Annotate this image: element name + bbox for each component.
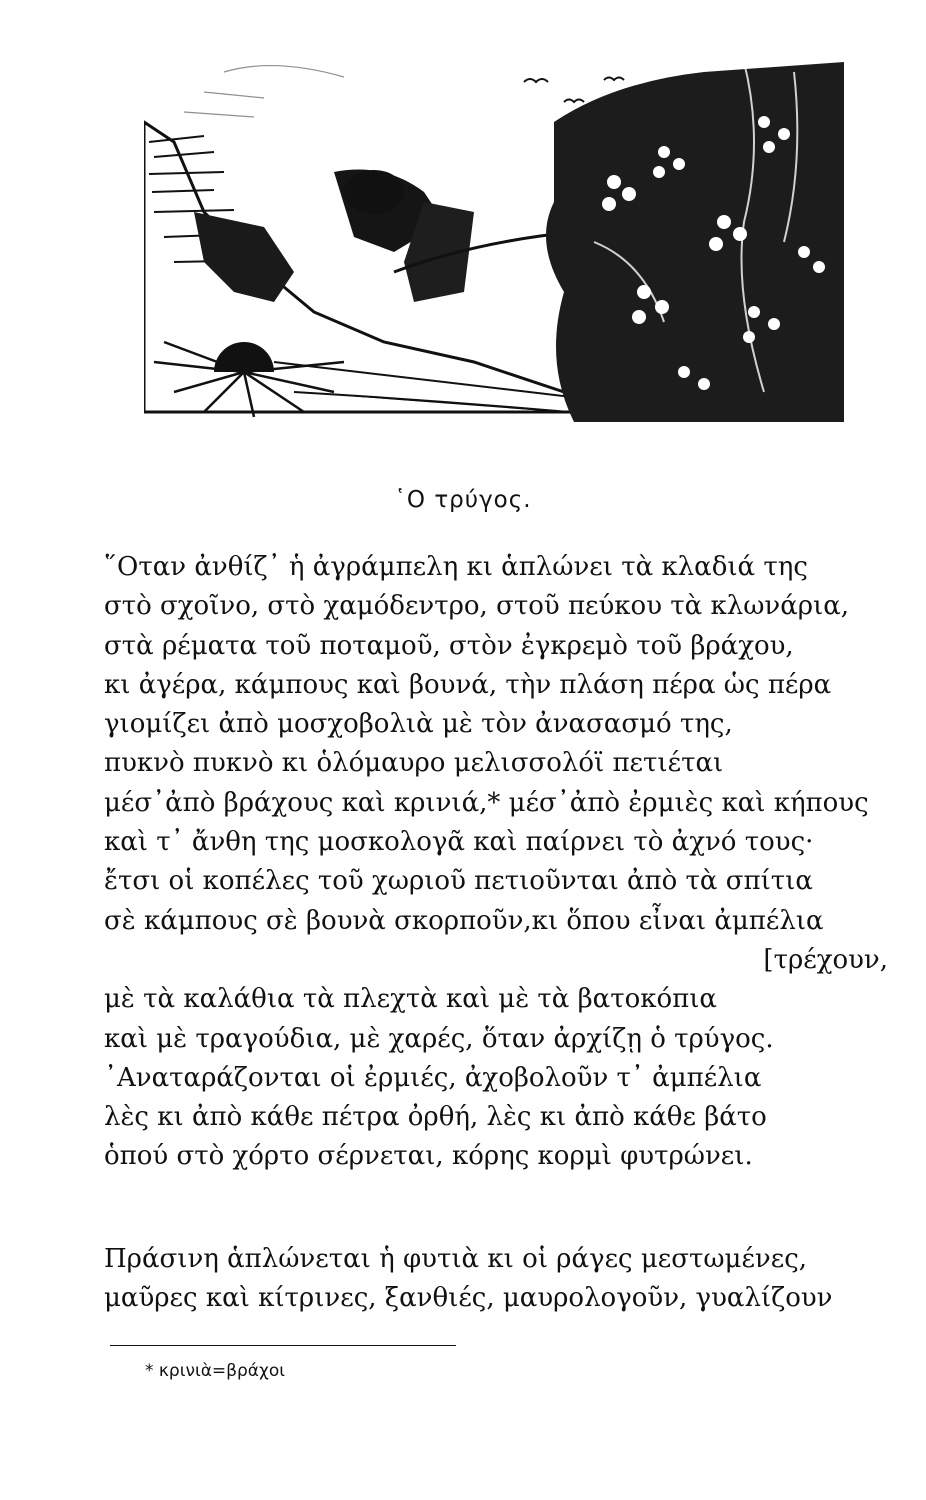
poem-line: Πράσινη ἁπλώνεται ἡ φυτιὰ κι οἱ ράγες μεστωμένες, [104, 1244, 808, 1274]
poem-line: καὶ τ᾽ ἄνθη της μοσκολογᾶ καὶ παίρνει τὸ ἀχνό τους· [104, 827, 814, 858]
poem-title: ῾Ο τρύγος. [394, 487, 532, 513]
poem-line: σὲ κάμπους σὲ βουνὰ σκορποῦν,κι ὅπου εἶναι ἀμπέλια [104, 905, 824, 936]
poem-line: κι ἀγέρα, κάμπους καὶ βουνά, τὴν πλάση πέρα ὡς πέρα [104, 669, 832, 700]
poem-stanza-1 [104, 548, 894, 1177]
poem-line: λὲς κι ἀπὸ κάθε πέτρα ὀρθή, λὲς κι ἀπὸ κάθε βάτο [104, 1102, 767, 1133]
poem-line-continuation: [τρέχουν, [763, 944, 888, 975]
footnote-divider [110, 1345, 456, 1346]
vineyard-woodcut-illustration [144, 62, 844, 422]
poem-line: μέσ᾽ἀπὸ βράχους καὶ κρινιά,* μέσ᾽ἀπὸ ἐρμιὲς καὶ κήπους [104, 787, 869, 818]
poem-line: μαῦρες καὶ κίτρινες, ξανθιές, μαυρολογοῦν, γυαλίζουν [104, 1283, 833, 1314]
poem-line: ῞Οταν ἀνθίζ᾽ ἡ ἀγράμπελη κι ἁπλώνει τὰ κλαδιά της [104, 552, 808, 582]
poem-stanza-2 [104, 1240, 894, 1319]
footnote: * κρινιὰ=βράχοι [145, 1361, 285, 1381]
poem-line: καὶ μὲ τραγούδια, μὲ χαρές, ὅταν ἀρχίζῃ ὁ τρύγος. [104, 1023, 774, 1054]
poem-line: ἔτσι οἱ κοπέλες τοῦ χωριοῦ πετιοῦνται ἀπὸ τὰ σπίτια [104, 866, 813, 897]
poem-line: στὰ ρέματα τοῦ ποταμοῦ, στὸν ἐγκρεμὸ τοῦ βράχου, [104, 630, 794, 661]
poem-line: ᾽Αναταράζονται οἱ ἐρμιές, ἀχοβολοῦν τ᾽ ἀμπέλια [104, 1062, 762, 1093]
poem-line: γιομίζει ἀπὸ μοσχοβολιὰ μὲ τὸν ἀνασασμό της, [104, 709, 733, 740]
poem-line: ὁπού στὸ χόρτο σέρνεται, κόρης κορμὶ φυτρώνει. [104, 1141, 753, 1172]
poem-line: πυκνὸ πυκνὸ κι ὁλόμαυρο μελισσολόϊ πετιέται [104, 748, 724, 779]
poem-line: μὲ τὰ καλάθια τὰ πλεχτὰ καὶ μὲ τὰ βατοκόπια [104, 984, 717, 1015]
poem-line: στὸ σχοῖνο, στὸ χαμόδεντρο, στοῦ πεύκου τὰ κλωνάρια, [104, 591, 850, 622]
